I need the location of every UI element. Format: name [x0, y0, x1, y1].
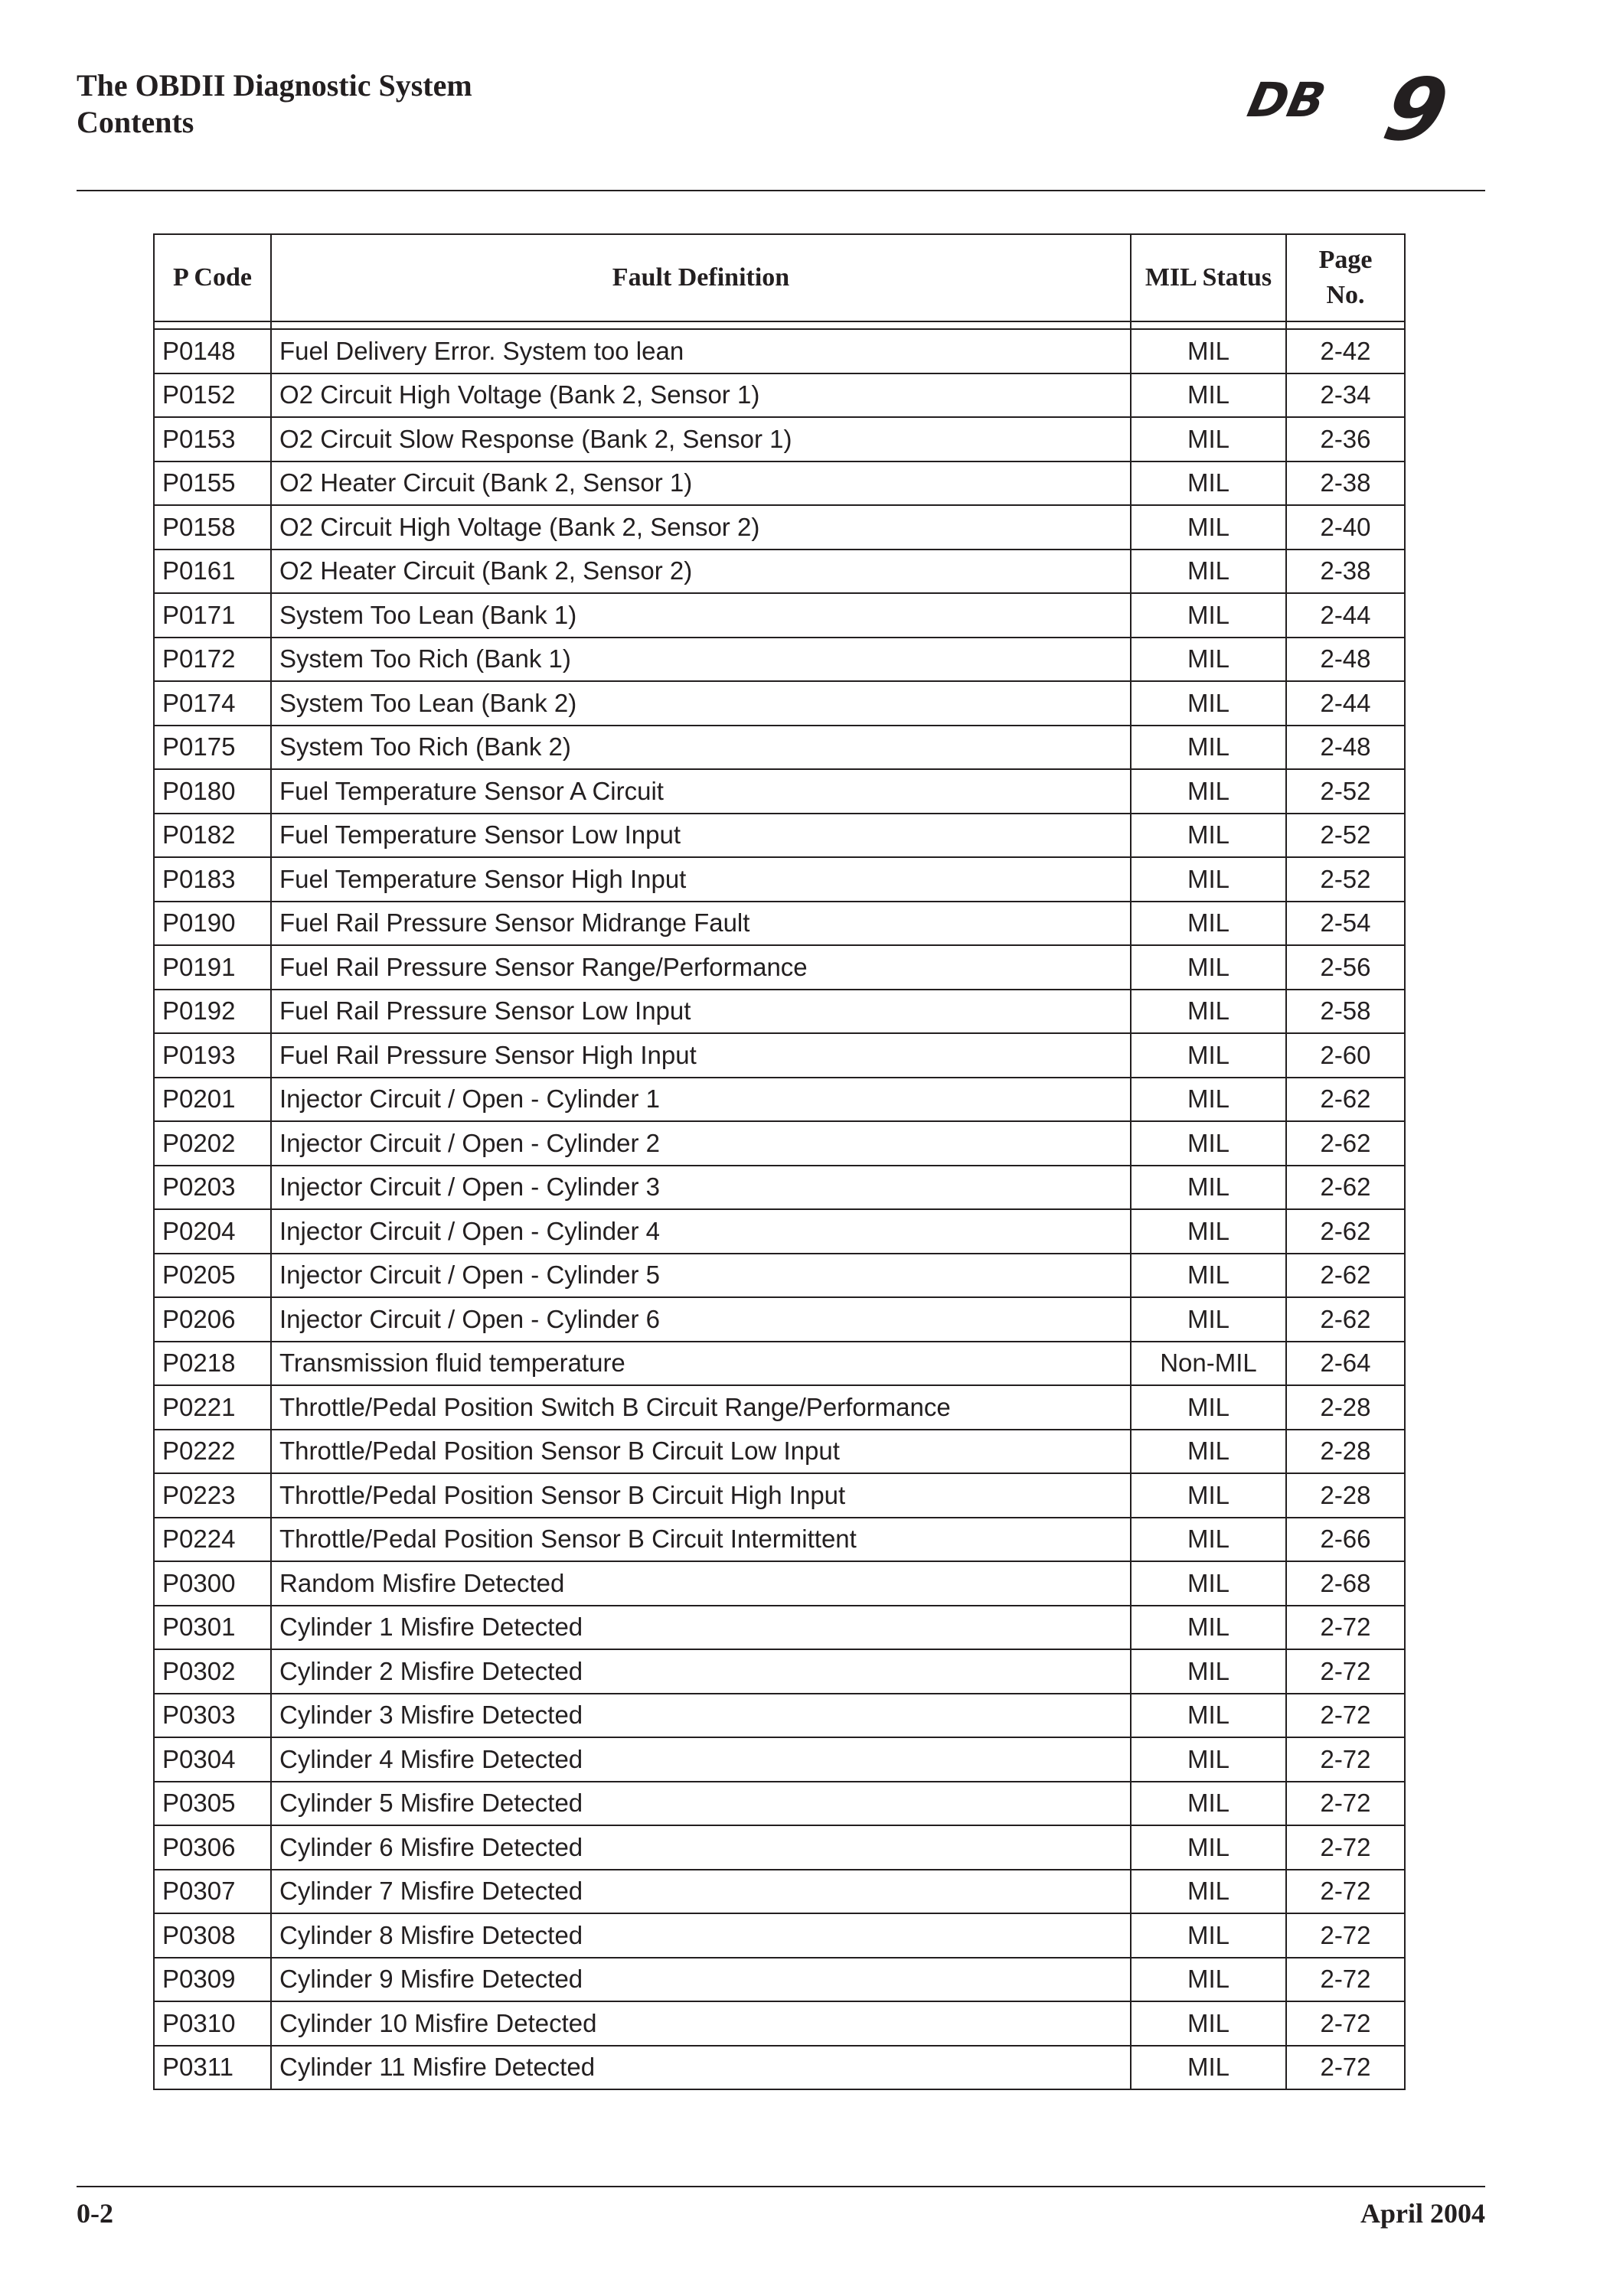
cell-mil-status: MIL [1131, 417, 1286, 461]
cell-page-no: 2-72 [1286, 1958, 1405, 2002]
cell-fault-definition: Fuel Rail Pressure Sensor High Input [271, 1033, 1131, 1078]
cell-p-code: P0152 [154, 373, 271, 418]
cell-page-no: 2-54 [1286, 902, 1405, 946]
column-header-p-code: P Code [154, 234, 271, 321]
cell-p-code: P0205 [154, 1254, 271, 1298]
table-row [154, 1694, 1405, 1738]
table-row [154, 769, 1405, 814]
cell-p-code: P0305 [154, 1782, 271, 1826]
cell-mil-status: MIL [1131, 1033, 1286, 1078]
cell-mil-status: MIL [1131, 1649, 1286, 1694]
cell-fault-definition: Fuel Temperature Sensor Low Input [271, 814, 1131, 858]
cell-page-no: 2-72 [1286, 1825, 1405, 1870]
cell-p-code: P0302 [154, 1649, 271, 1694]
cell-fault-definition: Cylinder 2 Misfire Detected [271, 1649, 1131, 1694]
cell-mil-status: MIL [1131, 1254, 1286, 1298]
footer-rule [77, 2186, 1485, 2187]
cell-mil-status: MIL [1131, 1737, 1286, 1782]
cell-fault-definition: Fuel Temperature Sensor High Input [271, 857, 1131, 902]
cell-page-no: 2-44 [1286, 681, 1405, 726]
cell-mil-status: MIL [1131, 726, 1286, 770]
cell-mil-status: MIL [1131, 1166, 1286, 1210]
cell-p-code: P0202 [154, 1121, 271, 1166]
cell-page-no: 2-72 [1286, 1649, 1405, 1694]
cell-p-code: P0174 [154, 681, 271, 726]
header-title-line2: Contents [77, 105, 194, 139]
cell-p-code: P0148 [154, 329, 271, 373]
table-row [154, 1913, 1405, 1958]
cell-fault-definition: Fuel Temperature Sensor A Circuit [271, 769, 1131, 814]
cell-page-no: 2-52 [1286, 769, 1405, 814]
cell-fault-definition: O2 Heater Circuit (Bank 2, Sensor 2) [271, 550, 1131, 594]
table-row [154, 681, 1405, 726]
cell-fault-definition: Cylinder 4 Misfire Detected [271, 1737, 1131, 1782]
cell-fault-definition: Random Misfire Detected [271, 1561, 1131, 1606]
table-row [154, 1033, 1405, 1078]
cell-mil-status: MIL [1131, 945, 1286, 990]
table-row [154, 417, 1405, 461]
cell-page-no: 2-72 [1286, 2046, 1405, 2090]
cell-fault-definition: Throttle/Pedal Position Switch B Circuit Range/Performance [271, 1385, 1131, 1430]
cell-p-code: P0221 [154, 1385, 271, 1430]
cell-mil-status: MIL [1131, 857, 1286, 902]
svg-text:9: 9 [1375, 60, 1457, 160]
table-row [154, 2046, 1405, 2090]
cell-fault-definition: Transmission fluid temperature [271, 1342, 1131, 1386]
header-rule [77, 190, 1485, 191]
table-row [154, 857, 1405, 902]
cell-mil-status: MIL [1131, 814, 1286, 858]
cell-mil-status: MIL [1131, 1430, 1286, 1474]
publication-date: April 2004 [1360, 2198, 1485, 2229]
cell-mil-status: MIL [1131, 2001, 1286, 2046]
cell-mil-status: MIL [1131, 1518, 1286, 1562]
cell-p-code: P0301 [154, 1606, 271, 1650]
cell-fault-definition: System Too Lean (Bank 2) [271, 681, 1131, 726]
cell-p-code: P0300 [154, 1561, 271, 1606]
cell-mil-status: MIL [1131, 1694, 1286, 1738]
table-row [154, 1209, 1405, 1254]
db9-logo [1243, 60, 1485, 160]
cell-fault-definition: System Too Lean (Bank 1) [271, 593, 1131, 638]
cell-page-no: 2-42 [1286, 329, 1405, 373]
cell-p-code: P0161 [154, 550, 271, 594]
cell-p-code: P0190 [154, 902, 271, 946]
fault-code-table-container [153, 233, 1404, 2090]
fault-code-table [153, 233, 1406, 2090]
cell-p-code: P0310 [154, 2001, 271, 2046]
cell-page-no: 2-28 [1286, 1430, 1405, 1474]
cell-page-no: 2-72 [1286, 1694, 1405, 1738]
cell-mil-status: MIL [1131, 1473, 1286, 1518]
table-row [154, 1297, 1405, 1342]
table-row [154, 1166, 1405, 1210]
cell-mil-status: MIL [1131, 681, 1286, 726]
cell-page-no: 2-58 [1286, 990, 1405, 1034]
cell-fault-definition: Fuel Rail Pressure Sensor Range/Performance [271, 945, 1131, 990]
cell-p-code: P0182 [154, 814, 271, 858]
table-row [154, 902, 1405, 946]
cell-fault-definition: O2 Circuit High Voltage (Bank 2, Sensor 2) [271, 505, 1131, 550]
cell-p-code: P0223 [154, 1473, 271, 1518]
cell-page-no: 2-72 [1286, 1782, 1405, 1826]
cell-page-no: 2-60 [1286, 1033, 1405, 1078]
table-row [154, 1078, 1405, 1122]
cell-fault-definition: Cylinder 7 Misfire Detected [271, 1870, 1131, 1914]
cell-mil-status: MIL [1131, 1825, 1286, 1870]
cell-p-code: P0193 [154, 1033, 271, 1078]
cell-p-code: P0180 [154, 769, 271, 814]
table-row [154, 1385, 1405, 1430]
cell-mil-status: MIL [1131, 329, 1286, 373]
table-row [154, 726, 1405, 770]
cell-page-no: 2-68 [1286, 1561, 1405, 1606]
cell-page-no: 2-72 [1286, 1870, 1405, 1914]
cell-p-code: P0155 [154, 461, 271, 506]
cell-fault-definition: Injector Circuit / Open - Cylinder 2 [271, 1121, 1131, 1166]
cell-page-no: 2-52 [1286, 857, 1405, 902]
cell-fault-definition: Injector Circuit / Open - Cylinder 5 [271, 1254, 1131, 1298]
cell-mil-status: MIL [1131, 1209, 1286, 1254]
cell-fault-definition: Injector Circuit / Open - Cylinder 4 [271, 1209, 1131, 1254]
table-row [154, 1870, 1405, 1914]
svg-text:DB: DB [1243, 72, 1331, 128]
cell-mil-status: MIL [1131, 1078, 1286, 1122]
cell-page-no: 2-72 [1286, 2001, 1405, 2046]
cell-p-code: P0224 [154, 1518, 271, 1562]
cell-p-code: P0206 [154, 1297, 271, 1342]
page-number: 0-2 [77, 2198, 113, 2229]
cell-mil-status: MIL [1131, 902, 1286, 946]
cell-page-no: 2-36 [1286, 417, 1405, 461]
cell-p-code: P0306 [154, 1825, 271, 1870]
cell-page-no: 2-62 [1286, 1078, 1405, 1122]
column-header-page-no-text: Page No. [1318, 246, 1373, 309]
cell-fault-definition: Cylinder 9 Misfire Detected [271, 1958, 1131, 2002]
table-header-row [154, 234, 1405, 321]
cell-page-no: 2-62 [1286, 1297, 1405, 1342]
table-row [154, 550, 1405, 594]
cell-page-no: 2-48 [1286, 638, 1405, 682]
cell-p-code: P0204 [154, 1209, 271, 1254]
table-row [154, 373, 1405, 418]
cell-p-code: P0192 [154, 990, 271, 1034]
cell-p-code: P0175 [154, 726, 271, 770]
cell-fault-definition: Throttle/Pedal Position Sensor B Circuit Intermittent [271, 1518, 1131, 1562]
cell-mil-status: MIL [1131, 1870, 1286, 1914]
table-row [154, 1958, 1405, 2002]
cell-p-code: P0303 [154, 1694, 271, 1738]
table-row [154, 814, 1405, 858]
cell-fault-definition: Fuel Delivery Error. System too lean [271, 329, 1131, 373]
column-header-page-no [1286, 234, 1405, 321]
table-row [154, 1342, 1405, 1386]
cell-page-no: 2-72 [1286, 1913, 1405, 1958]
cell-mil-status: MIL [1131, 550, 1286, 594]
cell-mil-status: MIL [1131, 2046, 1286, 2090]
cell-page-no: 2-28 [1286, 1385, 1405, 1430]
cell-fault-definition: O2 Heater Circuit (Bank 2, Sensor 1) [271, 461, 1131, 506]
table-row [154, 1825, 1405, 1870]
table-body [154, 321, 1405, 2089]
column-header-mil-status: MIL Status [1131, 234, 1286, 321]
cell-mil-status: MIL [1131, 373, 1286, 418]
cell-page-no: 2-52 [1286, 814, 1405, 858]
cell-fault-definition: O2 Circuit Slow Response (Bank 2, Sensor 1) [271, 417, 1131, 461]
cell-page-no: 2-44 [1286, 593, 1405, 638]
cell-page-no: 2-64 [1286, 1342, 1405, 1386]
cell-mil-status: MIL [1131, 638, 1286, 682]
cell-fault-definition: Cylinder 1 Misfire Detected [271, 1606, 1131, 1650]
cell-page-no: 2-56 [1286, 945, 1405, 990]
cell-fault-definition: System Too Rich (Bank 1) [271, 638, 1131, 682]
table-row [154, 1561, 1405, 1606]
cell-page-no: 2-28 [1286, 1473, 1405, 1518]
cell-page-no: 2-62 [1286, 1209, 1405, 1254]
cell-p-code: P0307 [154, 1870, 271, 1914]
cell-mil-status: MIL [1131, 1913, 1286, 1958]
cell-p-code: P0171 [154, 593, 271, 638]
cell-mil-status: MIL [1131, 1958, 1286, 2002]
cell-mil-status: MIL [1131, 1782, 1286, 1826]
table-row [154, 1254, 1405, 1298]
cell-mil-status: MIL [1131, 505, 1286, 550]
cell-page-no: 2-66 [1286, 1518, 1405, 1562]
table-row [154, 329, 1405, 373]
cell-mil-status: MIL [1131, 1385, 1286, 1430]
cell-p-code: P0218 [154, 1342, 271, 1386]
cell-page-no: 2-72 [1286, 1737, 1405, 1782]
table-row [154, 2001, 1405, 2046]
header-title-line1: The OBDII Diagnostic System [77, 68, 472, 103]
table-row [154, 1782, 1405, 1826]
cell-mil-status: MIL [1131, 990, 1286, 1034]
table-row [154, 1473, 1405, 1518]
cell-fault-definition: Cylinder 11 Misfire Detected [271, 2046, 1131, 2090]
table-row [154, 1737, 1405, 1782]
cell-fault-definition: System Too Rich (Bank 2) [271, 726, 1131, 770]
cell-p-code: P0222 [154, 1430, 271, 1474]
cell-page-no: 2-38 [1286, 461, 1405, 506]
cell-page-no: 2-62 [1286, 1254, 1405, 1298]
cell-mil-status: MIL [1131, 1297, 1286, 1342]
cell-mil-status: MIL [1131, 461, 1286, 506]
cell-p-code: P0308 [154, 1913, 271, 1958]
table-row [154, 505, 1405, 550]
cell-p-code: P0311 [154, 2046, 271, 2090]
cell-mil-status: MIL [1131, 1561, 1286, 1606]
cell-fault-definition: Fuel Rail Pressure Sensor Midrange Fault [271, 902, 1131, 946]
cell-fault-definition: O2 Circuit High Voltage (Bank 2, Sensor 1) [271, 373, 1131, 418]
cell-fault-definition: Throttle/Pedal Position Sensor B Circuit Low Input [271, 1430, 1131, 1474]
page-header [77, 60, 1485, 190]
cell-fault-definition: Fuel Rail Pressure Sensor Low Input [271, 990, 1131, 1034]
cell-p-code: P0158 [154, 505, 271, 550]
table-row [154, 461, 1405, 506]
cell-page-no: 2-40 [1286, 505, 1405, 550]
cell-fault-definition: Injector Circuit / Open - Cylinder 3 [271, 1166, 1131, 1210]
cell-page-no: 2-62 [1286, 1121, 1405, 1166]
table-row [154, 1518, 1405, 1562]
table-row [154, 1649, 1405, 1694]
table-row [154, 1606, 1405, 1650]
cell-p-code: P0203 [154, 1166, 271, 1210]
cell-page-no: 2-38 [1286, 550, 1405, 594]
cell-fault-definition: Cylinder 8 Misfire Detected [271, 1913, 1131, 1958]
cell-fault-definition: Cylinder 3 Misfire Detected [271, 1694, 1131, 1738]
cell-fault-definition: Cylinder 6 Misfire Detected [271, 1825, 1131, 1870]
table-row [154, 593, 1405, 638]
table-row [154, 945, 1405, 990]
cell-page-no: 2-34 [1286, 373, 1405, 418]
table-row [154, 1121, 1405, 1166]
cell-fault-definition: Cylinder 5 Misfire Detected [271, 1782, 1131, 1826]
cell-fault-definition: Injector Circuit / Open - Cylinder 1 [271, 1078, 1131, 1122]
cell-p-code: P0304 [154, 1737, 271, 1782]
cell-page-no: 2-48 [1286, 726, 1405, 770]
table-row [154, 990, 1405, 1034]
cell-mil-status: MIL [1131, 593, 1286, 638]
cell-p-code: P0183 [154, 857, 271, 902]
cell-p-code: P0201 [154, 1078, 271, 1122]
column-header-fault-definition: Fault Definition [271, 234, 1131, 321]
header-separator-row [154, 321, 1405, 329]
cell-mil-status: Non-MIL [1131, 1342, 1286, 1386]
table-row [154, 1430, 1405, 1474]
cell-p-code: P0153 [154, 417, 271, 461]
cell-fault-definition: Cylinder 10 Misfire Detected [271, 2001, 1131, 2046]
cell-mil-status: MIL [1131, 769, 1286, 814]
cell-p-code: P0309 [154, 1958, 271, 2002]
cell-fault-definition: Throttle/Pedal Position Sensor B Circuit High Input [271, 1473, 1131, 1518]
cell-mil-status: MIL [1131, 1121, 1286, 1166]
cell-p-code: P0191 [154, 945, 271, 990]
cell-mil-status: MIL [1131, 1606, 1286, 1650]
cell-fault-definition: Injector Circuit / Open - Cylinder 6 [271, 1297, 1131, 1342]
table-row [154, 638, 1405, 682]
cell-p-code: P0172 [154, 638, 271, 682]
cell-page-no: 2-72 [1286, 1606, 1405, 1650]
cell-page-no: 2-62 [1286, 1166, 1405, 1210]
